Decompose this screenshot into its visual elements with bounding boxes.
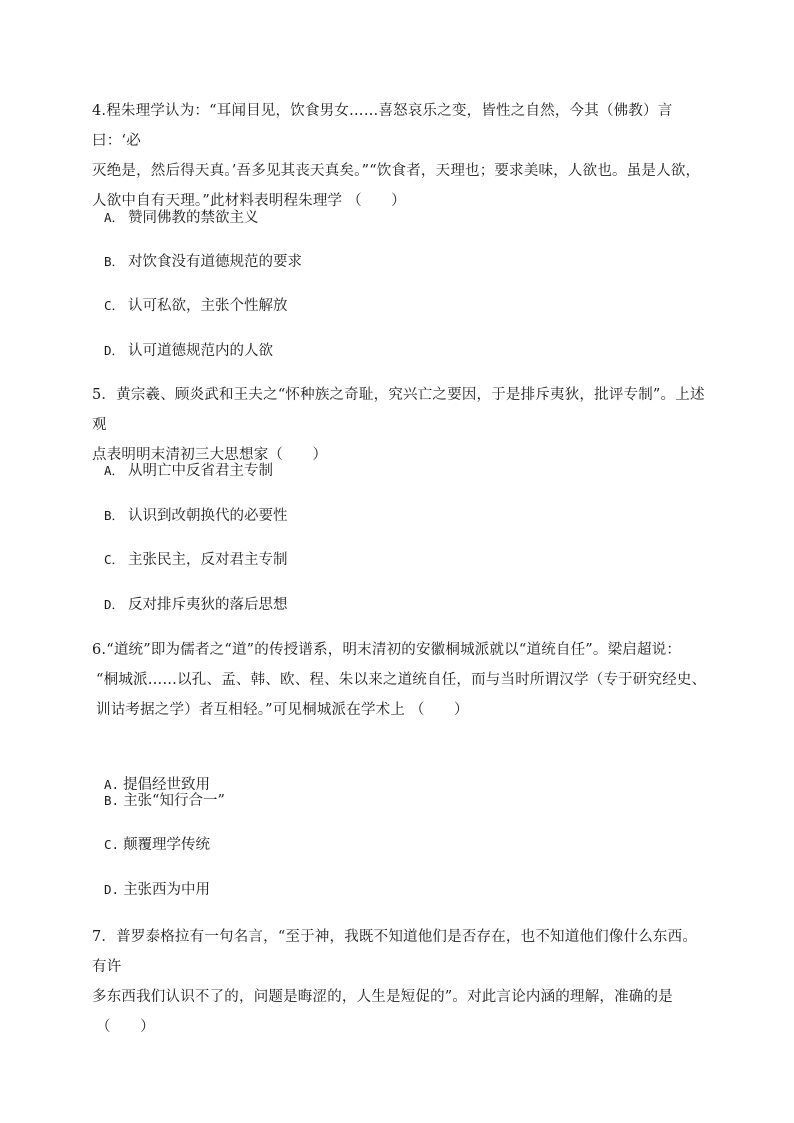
stem-line: 5．黄宗羲、顾炎武和王夫之“怀种族之奇耻，究兴亡之要因，于是排斥夷狄，批评专制”。上述观 bbox=[92, 387, 705, 433]
stem-line: 训诂考据之学）者互相轻。”可见桐城派在学术上 （ ） bbox=[96, 702, 469, 718]
option-text: 主张西为中用 bbox=[123, 882, 211, 898]
question-6-option-d bbox=[104, 880, 210, 900]
question-4-option-c bbox=[104, 296, 288, 316]
option-letter: B. bbox=[104, 793, 120, 808]
option-letter: B． bbox=[104, 254, 125, 269]
question-5-option-a bbox=[104, 461, 273, 481]
option-text: 对饮食没有道德规范的要求 bbox=[128, 254, 303, 270]
stem-line: 4.程朱理学认为：“耳闻目见，饮食男女……喜怒哀乐之变，皆性之自然，今其（佛教）言曰：‘必 bbox=[92, 103, 673, 149]
option-letter: C． bbox=[104, 552, 125, 567]
option-letter: A． bbox=[104, 210, 125, 225]
stem-line: 多东西我们认识不了的，问题是晦涩的，人生是短促的”。对此言论内涵的理解，准确的是 bbox=[92, 989, 673, 1005]
question-6-option-b-line bbox=[104, 791, 225, 811]
question-5-option-c bbox=[104, 550, 288, 570]
stem-line: 点表明明末清初三大思想家（ ） bbox=[92, 447, 328, 463]
option-text: 认识到改朝换代的必要性 bbox=[128, 508, 288, 524]
question-5-option-d bbox=[104, 595, 288, 615]
option-text: 主张“知行合一” bbox=[123, 793, 225, 809]
option-letter: D. bbox=[104, 882, 120, 897]
question-5-stem bbox=[92, 380, 708, 470]
option-letter: B． bbox=[104, 508, 125, 523]
question-4-option-a bbox=[104, 208, 259, 228]
option-text: 反对排斥夷狄的落后思想 bbox=[128, 597, 288, 613]
question-6-stem bbox=[92, 635, 708, 725]
stem-line: “桐城派……以孔、孟、韩、欧、程、朱以来之道统自任，而与当时所谓汉学（专于研究经史、 bbox=[96, 672, 707, 688]
stem-line: 人欲中自有天理。”此材料表明程朱理学 （ ） bbox=[92, 193, 406, 209]
option-letter: C． bbox=[104, 298, 125, 313]
stem-line: 7．普罗泰格拉有一句名言，“至于神，我既不知道他们是否存在，也不知道他们像什么东西。有许 bbox=[92, 929, 698, 975]
option-letter: A． bbox=[104, 463, 125, 478]
stem-line: 灭绝是，然后得天真。’吾多见其丧天真矣。”“饮食者，天理也；要求美味，人欲也。虽是人欲， bbox=[92, 163, 701, 179]
question-5-option-b bbox=[104, 506, 288, 526]
question-4-stem bbox=[92, 96, 708, 216]
option-letter: C. bbox=[104, 837, 120, 852]
option-text: 从明亡中反省君主专制 bbox=[128, 463, 274, 479]
option-text: 提倡经世致用 bbox=[123, 777, 211, 793]
stem-line: 6.“道统”即为儒者之“道”的传授谱系，明末清初的安徽桐城派就以“道统自任”。梁启超说： bbox=[92, 642, 682, 658]
option-text: 颠覆理学传统 bbox=[123, 837, 211, 853]
option-text: 主张民主，反对君主专制 bbox=[128, 552, 288, 568]
question-7-stem bbox=[92, 922, 708, 1042]
option-letter: D． bbox=[104, 597, 125, 612]
stem-line: （ ） bbox=[96, 1019, 155, 1035]
question-6-option-c bbox=[104, 835, 210, 855]
option-letter: D． bbox=[104, 343, 125, 358]
question-4-option-b bbox=[104, 252, 302, 272]
option-text: 认可道德规范内的人欲 bbox=[128, 343, 274, 359]
question-4-option-d bbox=[104, 341, 273, 361]
option-letter: A. bbox=[104, 777, 120, 792]
option-text: 赞同佛教的禁欲主义 bbox=[128, 210, 259, 226]
option-text: 认可私欲，主张个性解放 bbox=[128, 298, 288, 314]
